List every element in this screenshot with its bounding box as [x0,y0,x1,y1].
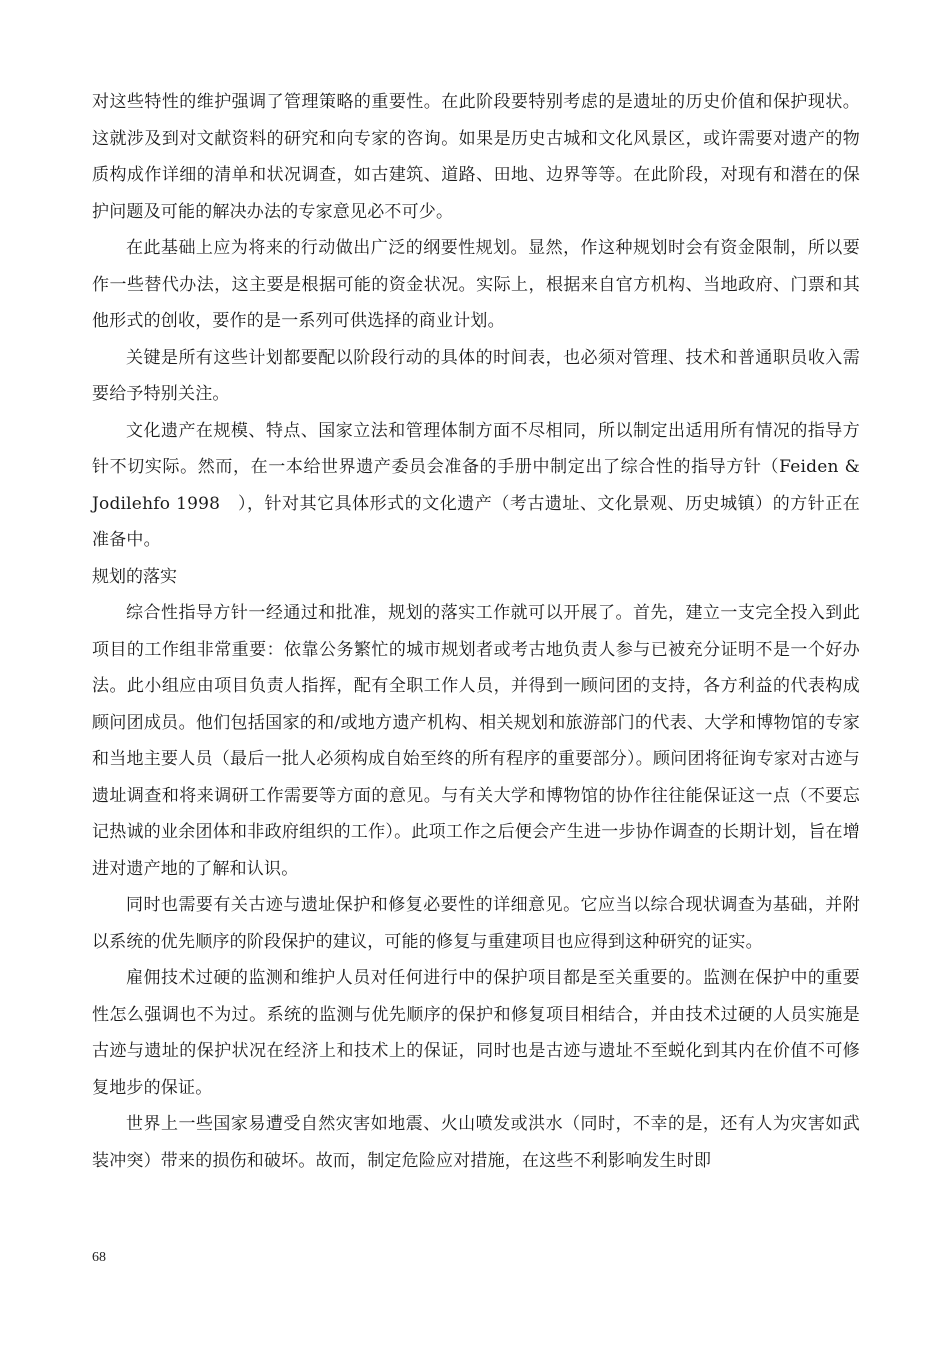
paragraph-timetable: 关键是所有这些计划都要配以阶段行动的具体的时间表，也必须对管理、技术和普通职员收入需要给予特别关注。 [92,347,860,404]
section-heading: 规划的落实 [92,566,177,587]
page-number: 68 [92,1250,106,1265]
paragraph-guidelines: 文化遗产在规模、特点、国家立法和管理体制方面不尽相同，所以制定出适用所有情况的指导方针不切实际。然而，在一本给世界遗产委员会准备的手册中制定出了综合性的指导方针（Feiden & Jodilehfo 1998 ），针对其它具体形式的文化遗产（考古遗址、文化景观、历史城镇）的方针正在准备中。 [92,420,860,550]
page-body [92,84,860,1179]
paragraph-monitoring: 雇佣技术过硬的监测和维护人员对任何进行中的保护项目都是至关重要的。监测在保护中的重要性怎么强调也不为过。系统的监测与优先顺序的保护和修复项目相结合，并由技术过硬的人员实施是古迹与遗址的保护状况在经济上和技术上的保证，同时也是古迹与遗址不至蜕化到其内在价值不可修复地步的保证。 [92,968,860,1098]
paragraph-planning-outline: 在此基础上应为将来的行动做出广泛的纲要性规划。显然，作这种规划时会有资金限制，所以要作一些替代办法，这主要是根据可能的资金状况。实际上，根据来自官方机构、当地政府、门票和其他形式的创收，要作的是一系列可供选择的商业计划。 [92,238,860,331]
paragraph-conservation-advice: 同时也需要有关古迹与遗址保护和修复必要性的详细意见。它应当以综合现状调查为基础，并附以系统的优先顺序的阶段保护的建议，可能的修复与重建项目也应得到这种研究的证实。 [92,895,860,952]
paragraph-implementation: 综合性指导方针一经通过和批准，规划的落实工作就可以开展了。首先，建立一支完全投入到此项目的工作组非常重要：依靠公务繁忙的城市规划者或考古地负责人参与已被充分证明不是一个好办法。此小组应由项目负责人指挥，配有全职工作人员，并得到一顾问团的支持，各方利益的代表构成顾问团成员。他们包括国家的和/或地方遗产机构、相关规划和旅游部门的代表、大学和博物馆的专家和当地主要人员（最后一批人必须构成自始至终的所有程序的重要部分）。顾问团将征询专家对古迹与遗址调查和将来调研工作需要等方面的意见。与有关大学和博物馆的协作往往能保证这一点（不要忘记热诚的业余团体和非政府组织的工作）。此项工作之后便会产生进一步协作调查的长期计划，旨在增进对遗产地的了解和认识。 [92,603,860,879]
paragraph-disaster-risk: 世界上一些国家易遭受自然灾害如地震、火山喷发或洪水（同时，不幸的是，还有人为灾害如武装冲突）带来的损伤和破坏。故而，制定危险应对措施，在这些不利影响发生时即 [92,1114,860,1171]
paragraph-intro-continued: 对这些特性的维护强调了管理策略的重要性。在此阶段要特别考虑的是遗址的历史价值和保护现状。这就涉及到对文献资料的研究和向专家的咨询。如果是历史古城和文化风景区，或许需要对遗产的物质构成作详细的清单和状况调查，如古建筑、道路、田地、边界等等。在此阶段，对现有和潜在的保护问题及可能的解决办法的专家意见必不可少。 [92,92,860,222]
